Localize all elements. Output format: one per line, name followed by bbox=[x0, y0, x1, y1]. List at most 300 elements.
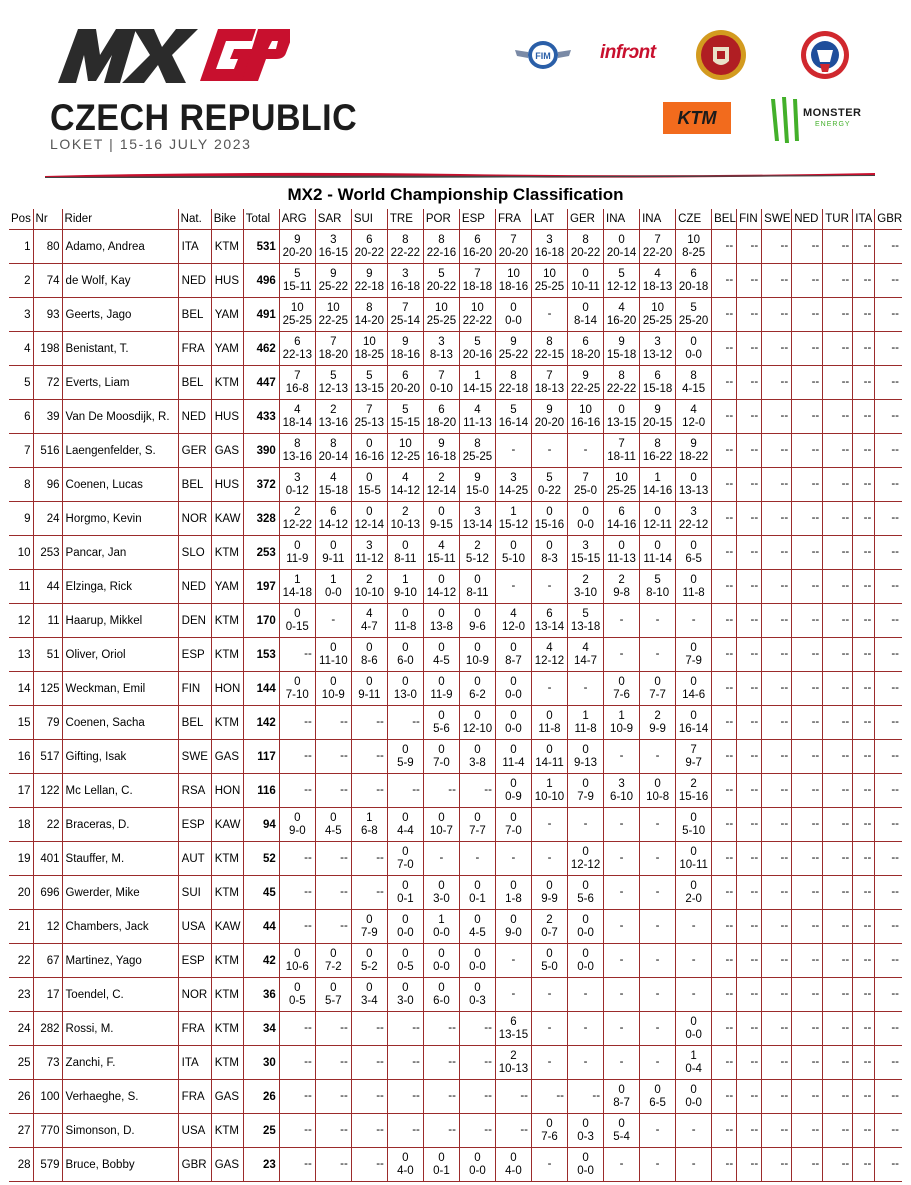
race-points: 0-9 bbox=[505, 790, 522, 803]
race-points: 20-20 bbox=[390, 382, 421, 395]
gp-points: 0 bbox=[294, 539, 301, 552]
round-result-cell: - bbox=[640, 842, 676, 876]
round-result-cell: -- bbox=[712, 842, 737, 876]
round-result-cell: - bbox=[640, 1046, 676, 1080]
gp-points: 0 bbox=[654, 675, 661, 688]
round-result-cell: -- bbox=[792, 366, 823, 400]
round-result-cell bbox=[676, 740, 712, 774]
round-result-cell bbox=[604, 366, 640, 400]
round-result-cell: -- bbox=[792, 774, 823, 808]
round-result-cell bbox=[423, 910, 459, 944]
total-points-cell: 94 bbox=[243, 808, 279, 842]
race-points: 0-1 bbox=[397, 892, 414, 905]
gp-points: 3 bbox=[618, 777, 625, 790]
gp-points: 0 bbox=[402, 675, 409, 688]
position-cell: 14 bbox=[9, 672, 33, 706]
round-result-cell bbox=[387, 298, 423, 332]
table-row bbox=[9, 366, 902, 400]
round-result-cell bbox=[531, 604, 567, 638]
race-points: 16-22 bbox=[642, 450, 673, 463]
race-points: 10-9 bbox=[465, 654, 489, 667]
total-points-cell: 26 bbox=[243, 1080, 279, 1114]
nation-cell: NED bbox=[178, 570, 211, 604]
round-result-cell bbox=[495, 910, 531, 944]
round-result-cell: -- bbox=[737, 740, 762, 774]
round-result-cell: -- bbox=[875, 230, 902, 264]
round-result-cell bbox=[423, 604, 459, 638]
rider-name-cell: Rossi, M. bbox=[62, 1012, 178, 1046]
round-result-cell: - bbox=[676, 604, 712, 638]
race-points: 2-0 bbox=[685, 892, 702, 905]
race-points: 10-13 bbox=[498, 1062, 529, 1075]
round-result-cell: -- bbox=[875, 1046, 902, 1080]
total-points-cell: 390 bbox=[243, 434, 279, 468]
round-result-cell: - bbox=[604, 842, 640, 876]
column-header: Bike bbox=[211, 209, 243, 230]
race-points: 5-4 bbox=[613, 1130, 630, 1143]
round-result-cell: -- bbox=[875, 332, 902, 366]
bike-cell: YAM bbox=[211, 332, 243, 366]
round-result-cell: -- bbox=[823, 638, 853, 672]
round-result-cell bbox=[568, 298, 604, 332]
round-result-cell: -- bbox=[823, 468, 853, 502]
gp-points: 0 bbox=[438, 675, 445, 688]
nation-cell: AUT bbox=[178, 842, 211, 876]
race-points: 14-16 bbox=[606, 518, 637, 531]
total-points-cell: 52 bbox=[243, 842, 279, 876]
nation-cell: ITA bbox=[178, 230, 211, 264]
race-number-cell: 79 bbox=[33, 706, 62, 740]
race-points: 25-22 bbox=[498, 348, 529, 361]
round-result-cell bbox=[387, 468, 423, 502]
round-result-cell bbox=[676, 876, 712, 910]
table-row bbox=[9, 672, 902, 706]
race-number-cell: 125 bbox=[33, 672, 62, 706]
round-result-cell bbox=[459, 230, 495, 264]
gp-points: 5 bbox=[582, 607, 589, 620]
race-points: 0-12 bbox=[285, 484, 309, 497]
gp-points: 0 bbox=[474, 913, 481, 926]
round-result-cell bbox=[423, 1148, 459, 1182]
round-result-cell: -- bbox=[875, 672, 902, 706]
round-result-cell bbox=[495, 808, 531, 842]
round-result-cell: -- bbox=[823, 264, 853, 298]
column-header: Rider bbox=[62, 209, 178, 230]
round-result-cell: -- bbox=[737, 604, 762, 638]
race-points: 22-22 bbox=[462, 314, 493, 327]
gp-points: 9 bbox=[618, 335, 625, 348]
round-result-cell: -- bbox=[792, 468, 823, 502]
gp-points: 0 bbox=[690, 845, 697, 858]
gp-points: 6 bbox=[582, 335, 589, 348]
round-result-cell: -- bbox=[875, 774, 902, 808]
gp-points: 1 bbox=[294, 573, 301, 586]
gp-points: 8 bbox=[294, 437, 301, 450]
race-points: 7-0 bbox=[397, 858, 414, 871]
gp-points: 7 bbox=[330, 335, 337, 348]
round-result-cell bbox=[423, 944, 459, 978]
race-points: 0-0 bbox=[433, 926, 450, 939]
round-result-cell: -- bbox=[875, 944, 902, 978]
gp-points: 4 bbox=[690, 403, 697, 416]
race-number-cell: 11 bbox=[33, 604, 62, 638]
round-result-cell bbox=[531, 366, 567, 400]
round-result-cell: -- bbox=[712, 230, 737, 264]
round-result-cell bbox=[387, 808, 423, 842]
gp-points: 0 bbox=[654, 539, 661, 552]
round-result-cell: -- bbox=[762, 264, 792, 298]
round-result-cell bbox=[531, 774, 567, 808]
nation-cell: BEL bbox=[178, 298, 211, 332]
round-result-cell bbox=[351, 502, 387, 536]
race-points: 18-13 bbox=[534, 382, 565, 395]
bike-cell: GAS bbox=[211, 434, 243, 468]
gp-points: 0 bbox=[690, 1015, 697, 1028]
ktm-logo bbox=[663, 102, 731, 134]
nation-cell: NOR bbox=[178, 978, 211, 1012]
round-result-cell: -- bbox=[762, 978, 792, 1012]
round-result-cell bbox=[459, 434, 495, 468]
round-result-cell: -- bbox=[737, 400, 762, 434]
round-result-cell bbox=[568, 570, 604, 604]
gp-points: 3 bbox=[510, 471, 517, 484]
table-row bbox=[9, 434, 902, 468]
round-result-cell bbox=[568, 774, 604, 808]
column-header: Pos bbox=[9, 209, 33, 230]
gp-points: 10 bbox=[326, 301, 340, 314]
round-result-cell: -- bbox=[737, 944, 762, 978]
round-result-cell: -- bbox=[823, 876, 853, 910]
round-result-cell: -- bbox=[351, 740, 387, 774]
gp-points: 2 bbox=[474, 539, 481, 552]
round-result-cell: -- bbox=[712, 366, 737, 400]
gp-points: 5 bbox=[618, 267, 625, 280]
round-result-cell: -- bbox=[762, 366, 792, 400]
race-points: 14-11 bbox=[535, 756, 564, 769]
rider-name-cell: Coenen, Sacha bbox=[62, 706, 178, 740]
position-cell: 17 bbox=[9, 774, 33, 808]
classification-table-wrap bbox=[9, 209, 902, 1185]
nation-cell: ESP bbox=[178, 638, 211, 672]
gp-points: 0 bbox=[618, 539, 625, 552]
round-result-cell: -- bbox=[853, 740, 875, 774]
round-result-cell: -- bbox=[823, 1114, 853, 1148]
round-result-cell bbox=[315, 944, 351, 978]
round-result-cell bbox=[459, 672, 495, 706]
rider-name-cell: Braceras, D. bbox=[62, 808, 178, 842]
round-result-cell: -- bbox=[875, 264, 902, 298]
table-body bbox=[9, 230, 902, 1182]
round-result-cell bbox=[351, 468, 387, 502]
gp-points: 3 bbox=[690, 505, 697, 518]
round-result-cell: -- bbox=[712, 672, 737, 706]
round-result-cell: -- bbox=[792, 910, 823, 944]
gp-points: 4 bbox=[402, 471, 409, 484]
round-result-cell: -- bbox=[792, 842, 823, 876]
round-result-cell: -- bbox=[762, 842, 792, 876]
round-result-cell: - bbox=[640, 638, 676, 672]
round-result-cell bbox=[315, 570, 351, 604]
round-result-cell bbox=[568, 366, 604, 400]
round-result-cell: -- bbox=[279, 740, 315, 774]
round-result-cell bbox=[568, 740, 604, 774]
race-points: 0-0 bbox=[505, 722, 522, 735]
round-result-cell: -- bbox=[875, 298, 902, 332]
column-header: SWE bbox=[762, 209, 792, 230]
bike-cell: KTM bbox=[211, 366, 243, 400]
round-result-cell: - bbox=[676, 1148, 712, 1182]
gp-points: 9 bbox=[510, 335, 517, 348]
race-points: 13-18 bbox=[570, 620, 601, 633]
round-result-cell bbox=[604, 672, 640, 706]
race-points: 16-15 bbox=[318, 246, 349, 259]
round-result-cell: -- bbox=[737, 434, 762, 468]
total-points-cell: 117 bbox=[243, 740, 279, 774]
bike-cell: KAW bbox=[211, 502, 243, 536]
round-result-cell: -- bbox=[712, 536, 737, 570]
race-points: 15-15 bbox=[570, 552, 601, 565]
race-points: 4-0 bbox=[397, 1164, 414, 1177]
round-result-cell: -- bbox=[315, 706, 351, 740]
gp-points: 0 bbox=[438, 1151, 445, 1164]
round-result-cell: -- bbox=[459, 1114, 495, 1148]
gp-points: 0 bbox=[582, 267, 589, 280]
round-result-cell: -- bbox=[712, 1012, 737, 1046]
race-points: 8-7 bbox=[505, 654, 522, 667]
round-result-cell bbox=[531, 230, 567, 264]
gp-points: 0 bbox=[402, 913, 409, 926]
race-points: 0-3 bbox=[577, 1130, 594, 1143]
table-row bbox=[9, 1114, 902, 1148]
round-result-cell bbox=[495, 638, 531, 672]
race-points: 22-13 bbox=[282, 348, 312, 361]
round-result-cell: -- bbox=[737, 366, 762, 400]
gp-points: 0 bbox=[510, 1151, 517, 1164]
round-result-cell: -- bbox=[853, 366, 875, 400]
monster-logo-text: MONSTER bbox=[803, 107, 862, 119]
position-cell: 18 bbox=[9, 808, 33, 842]
gp-points: 7 bbox=[654, 233, 661, 246]
race-number-cell: 44 bbox=[33, 570, 62, 604]
round-result-cell bbox=[676, 638, 712, 672]
round-result-cell: - bbox=[676, 1114, 712, 1148]
round-result-cell: -- bbox=[737, 1148, 762, 1182]
round-result-cell: -- bbox=[459, 774, 495, 808]
race-number-cell: 122 bbox=[33, 774, 62, 808]
round-result-cell: - bbox=[640, 808, 676, 842]
round-result-cell: -- bbox=[737, 1012, 762, 1046]
round-result-cell: - bbox=[604, 638, 640, 672]
round-result-cell bbox=[495, 230, 531, 264]
gp-points: 0 bbox=[330, 539, 337, 552]
round-result-cell bbox=[387, 502, 423, 536]
gp-points: 7 bbox=[294, 369, 301, 382]
race-points: 25-25 bbox=[606, 484, 637, 497]
gp-points: 6 bbox=[294, 335, 301, 348]
round-result-cell bbox=[640, 400, 676, 434]
nation-cell: FRA bbox=[178, 1012, 211, 1046]
gp-points: 2 bbox=[654, 709, 661, 722]
race-points: 15-11 bbox=[427, 552, 456, 565]
round-result-cell: -- bbox=[823, 1012, 853, 1046]
gp-points: 5 bbox=[654, 573, 661, 586]
round-result-cell: -- bbox=[875, 366, 902, 400]
bike-cell: KTM bbox=[211, 536, 243, 570]
race-points: 9-8 bbox=[613, 586, 630, 599]
race-points: 9-13 bbox=[574, 756, 598, 769]
gp-points: 4 bbox=[294, 403, 301, 416]
bike-cell: KTM bbox=[211, 876, 243, 910]
round-result-cell: -- bbox=[792, 1012, 823, 1046]
round-result-cell: - bbox=[568, 1046, 604, 1080]
total-points-cell: 170 bbox=[243, 604, 279, 638]
gp-points: 0 bbox=[366, 913, 373, 926]
nation-cell: ESP bbox=[178, 944, 211, 978]
race-points: 7-7 bbox=[469, 824, 486, 837]
race-points: 22-25 bbox=[570, 382, 601, 395]
gp-points: 10 bbox=[290, 301, 304, 314]
round-result-cell bbox=[640, 230, 676, 264]
round-result-cell bbox=[459, 910, 495, 944]
race-points: 22-18 bbox=[498, 382, 529, 395]
race-points: 10-8 bbox=[646, 790, 670, 803]
rider-name-cell: Laengenfelder, S. bbox=[62, 434, 178, 468]
race-points: 11-12 bbox=[355, 552, 384, 565]
gp-points: 2 bbox=[402, 505, 409, 518]
gp-points: 0 bbox=[438, 505, 445, 518]
round-result-cell: -- bbox=[792, 1046, 823, 1080]
race-points: 11-10 bbox=[319, 654, 348, 667]
round-result-cell: -- bbox=[351, 876, 387, 910]
gp-points: 9 bbox=[690, 437, 697, 450]
race-points: 4-5 bbox=[433, 654, 450, 667]
race-points: 25-22 bbox=[318, 280, 349, 293]
gp-points: 0 bbox=[510, 879, 517, 892]
race-points: 22-15 bbox=[534, 348, 565, 361]
gp-points: 6 bbox=[510, 1015, 517, 1028]
round-result-cell: -- bbox=[823, 604, 853, 638]
gp-points: 7 bbox=[402, 301, 409, 314]
round-result-cell bbox=[495, 604, 531, 638]
round-result-cell: -- bbox=[762, 638, 792, 672]
round-result-cell bbox=[640, 774, 676, 808]
gp-points: 0 bbox=[618, 675, 625, 688]
position-cell: 13 bbox=[9, 638, 33, 672]
race-points: 15-16 bbox=[534, 518, 565, 531]
round-result-cell bbox=[531, 400, 567, 434]
race-number-cell: 93 bbox=[33, 298, 62, 332]
gp-points: 0 bbox=[510, 539, 517, 552]
round-result-cell: -- bbox=[792, 944, 823, 978]
gp-points: 0 bbox=[438, 641, 445, 654]
round-result-cell: -- bbox=[823, 502, 853, 536]
race-points: 10-13 bbox=[390, 518, 421, 531]
round-result-cell: -- bbox=[531, 1080, 567, 1114]
round-result-cell: - bbox=[604, 1046, 640, 1080]
round-result-cell: -- bbox=[853, 502, 875, 536]
column-header: SUI bbox=[351, 209, 387, 230]
nation-cell: ITA bbox=[178, 1046, 211, 1080]
race-points: 14-12 bbox=[426, 586, 457, 599]
gp-points: 10 bbox=[687, 233, 701, 246]
round-result-cell bbox=[351, 434, 387, 468]
race-points: 14-7 bbox=[574, 654, 598, 667]
nation-cell: NED bbox=[178, 400, 211, 434]
total-points-cell: 44 bbox=[243, 910, 279, 944]
round-result-cell: -- bbox=[853, 910, 875, 944]
race-points: 15-0 bbox=[465, 484, 489, 497]
race-points: 13-14 bbox=[462, 518, 493, 531]
race-points: 7-7 bbox=[649, 688, 666, 701]
race-points: 3-10 bbox=[574, 586, 598, 599]
gp-points: 7 bbox=[582, 471, 589, 484]
round-result-cell bbox=[351, 978, 387, 1012]
round-result-cell: -- bbox=[387, 1080, 423, 1114]
race-points: 15-5 bbox=[357, 484, 381, 497]
race-points: 10-10 bbox=[354, 586, 385, 599]
round-result-cell bbox=[279, 400, 315, 434]
round-result-cell bbox=[279, 468, 315, 502]
gp-points: 0 bbox=[618, 403, 625, 416]
round-result-cell: - bbox=[676, 978, 712, 1012]
position-cell: 5 bbox=[9, 366, 33, 400]
gp-points: 0 bbox=[402, 641, 409, 654]
race-points: 4-0 bbox=[505, 1164, 522, 1177]
table-row bbox=[9, 876, 902, 910]
round-result-cell: -- bbox=[875, 638, 902, 672]
race-points: 3-0 bbox=[397, 994, 414, 1007]
round-result-cell: -- bbox=[823, 1080, 853, 1114]
round-result-cell: -- bbox=[875, 1114, 902, 1148]
race-points: 20-16 bbox=[462, 348, 493, 361]
gp-points: 0 bbox=[546, 1117, 553, 1130]
round-result-cell: -- bbox=[853, 570, 875, 604]
race-points: 25-13 bbox=[354, 416, 385, 429]
round-result-cell bbox=[423, 876, 459, 910]
round-result-cell bbox=[676, 774, 712, 808]
round-result-cell: -- bbox=[875, 706, 902, 740]
round-result-cell: -- bbox=[423, 774, 459, 808]
gp-points: 8 bbox=[690, 369, 697, 382]
round-result-cell bbox=[640, 366, 676, 400]
gp-points: 10 bbox=[651, 301, 664, 314]
gp-points: 0 bbox=[330, 641, 337, 654]
total-points-cell: 116 bbox=[243, 774, 279, 808]
gp-points: 9 bbox=[402, 335, 409, 348]
round-result-cell: -- bbox=[792, 978, 823, 1012]
round-result-cell bbox=[531, 876, 567, 910]
gp-points: 3 bbox=[438, 335, 445, 348]
round-result-cell: -- bbox=[823, 672, 853, 706]
round-result-cell: -- bbox=[459, 1080, 495, 1114]
round-result-cell bbox=[640, 672, 676, 706]
round-result-cell: -- bbox=[712, 264, 737, 298]
gp-points: 0 bbox=[294, 947, 301, 960]
round-result-cell bbox=[568, 332, 604, 366]
round-result-cell bbox=[676, 264, 712, 298]
round-result-cell: -- bbox=[792, 298, 823, 332]
position-cell: 10 bbox=[9, 536, 33, 570]
round-result-cell bbox=[279, 264, 315, 298]
nation-cell: GBR bbox=[178, 1148, 211, 1182]
round-result-cell: -- bbox=[351, 1046, 387, 1080]
gp-points: 0 bbox=[366, 675, 373, 688]
gp-points: 10 bbox=[471, 301, 484, 314]
race-points: 0-22 bbox=[537, 484, 562, 497]
round-result-cell: -- bbox=[387, 1114, 423, 1148]
gp-points: 0 bbox=[690, 539, 697, 552]
round-result-cell bbox=[459, 706, 495, 740]
